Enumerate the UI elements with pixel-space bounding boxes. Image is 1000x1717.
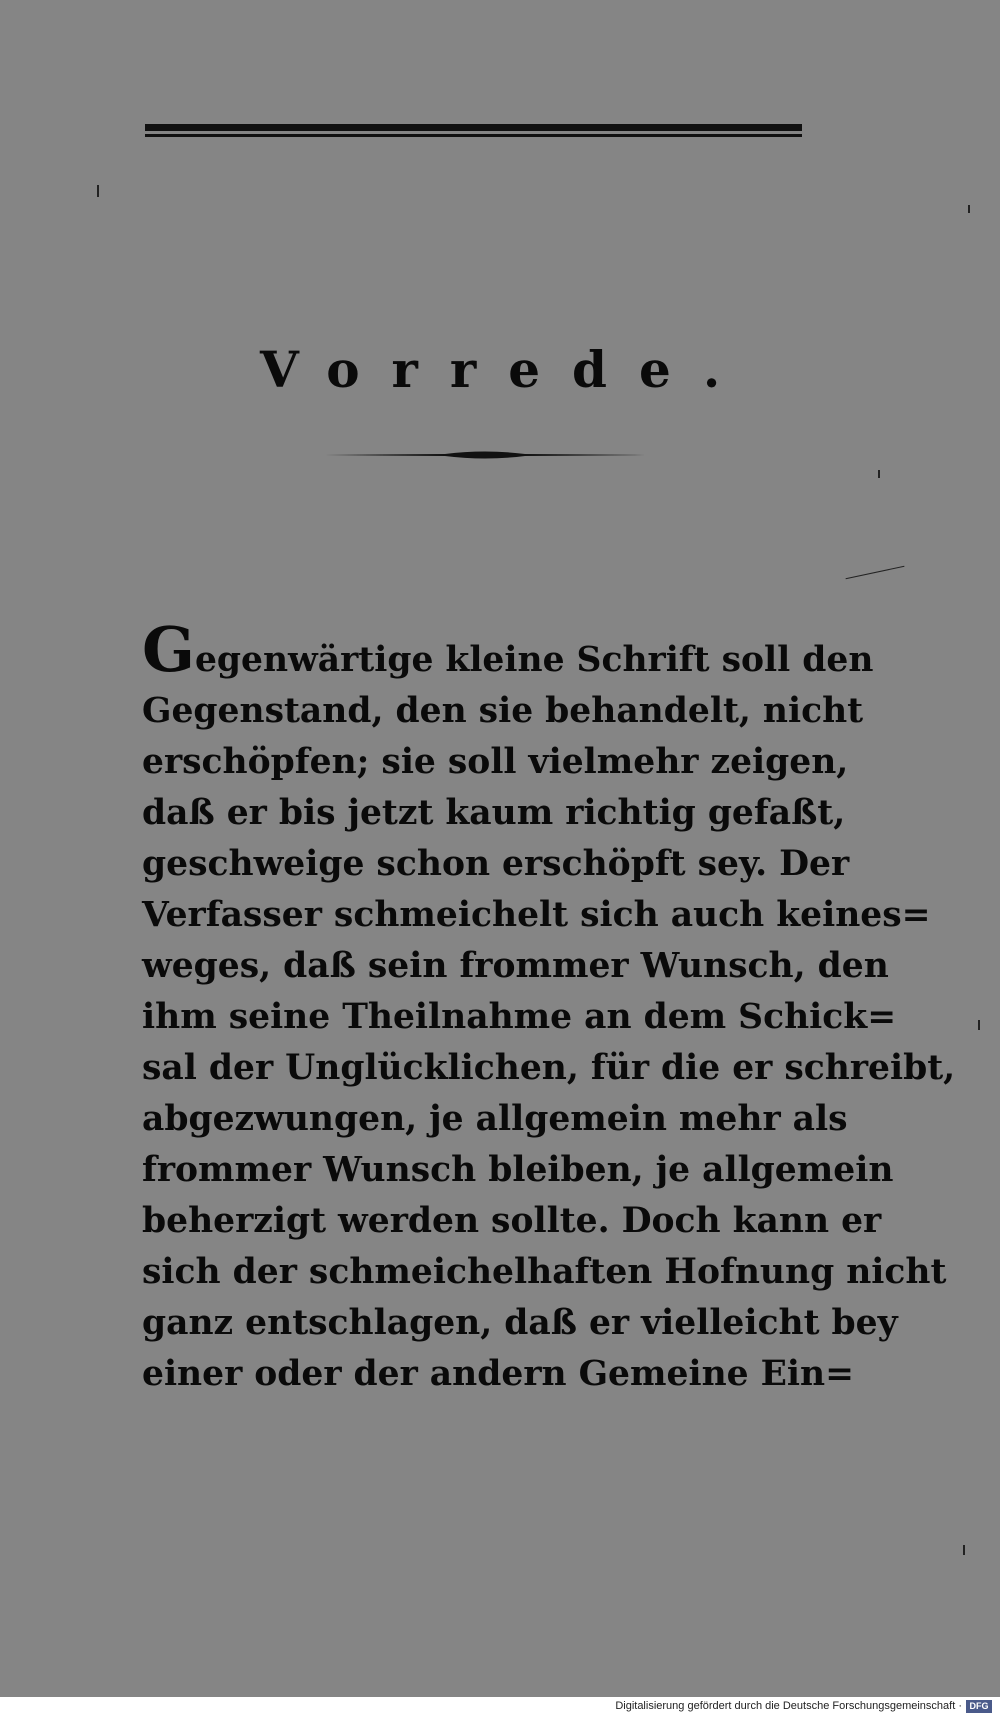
- text-line: Gegenstand, den sie behandelt, nicht: [142, 691, 864, 731]
- rule-thin-line: [145, 134, 802, 137]
- text-line: abgezwungen, je allgemein mehr als: [142, 1099, 848, 1139]
- text-line: frommer Wunsch bleiben, je allgemein: [142, 1150, 894, 1190]
- scan-speck: [978, 1020, 980, 1030]
- text-line: sal der Unglücklichen, für die er schreibt,: [142, 1048, 956, 1088]
- preface-body: [142, 613, 956, 1400]
- text-line: weges, daß sein frommer Wunsch, den: [142, 946, 889, 986]
- footer-credit: Digitalisierung gefördert durch die Deutsche Forschungsgemeinschaft ·: [615, 1700, 962, 1712]
- digitization-footer: [0, 1697, 1000, 1717]
- text-line: Verfasser schmeichelt sich auch keines=: [142, 895, 931, 935]
- text-line: ihm seine Theilnahme an dem Schick=: [142, 997, 897, 1037]
- dfg-logo-icon: DFG: [966, 1700, 992, 1713]
- scan-speck: [97, 185, 99, 197]
- text-line: erschöpfen; sie soll vielmehr zeigen,: [142, 742, 849, 782]
- text-line: geschweige schon erschöpft sey. Der: [142, 844, 850, 884]
- ornamental-divider: [325, 448, 645, 462]
- rule-thick-line: [145, 124, 802, 131]
- text-line: einer oder der andern Gemeine Ein=: [142, 1354, 855, 1394]
- text-line: sich der schmeichelhaften Hofnung nicht: [142, 1252, 947, 1292]
- text-line: ganz entschlagen, daß er vielleicht bey: [142, 1303, 898, 1343]
- text-line-content: egenwärtige kleine Schrift soll den: [194, 640, 874, 680]
- text-line: beherzigt werden sollte. Doch kann er: [142, 1201, 882, 1241]
- page-title: Vorrede.: [260, 340, 753, 399]
- text-line: daß er bis jetzt kaum richtig gefaßt,: [142, 793, 846, 833]
- scan-speck: [878, 470, 880, 478]
- scan-speck: [846, 566, 905, 579]
- scan-speck: [968, 205, 970, 213]
- text-line: [142, 613, 874, 686]
- top-double-rule: [145, 124, 802, 138]
- scan-speck: [963, 1545, 965, 1555]
- dropcap-initial: G: [142, 613, 195, 686]
